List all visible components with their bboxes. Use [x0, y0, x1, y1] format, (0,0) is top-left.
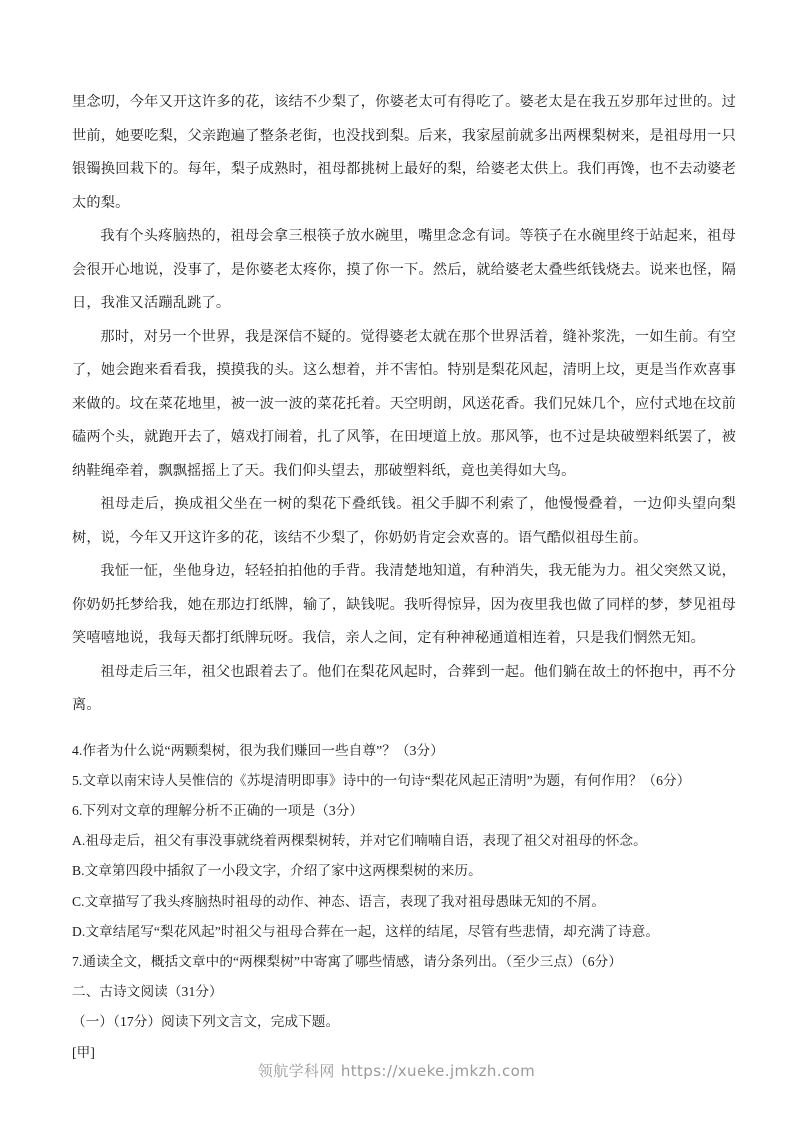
question-6-option-d: D.文章结尾写“梨花风起”时祖父与祖母合葬在一起，这样的结尾，尽管有些悲情，却充满了诗意。 — [72, 923, 660, 939]
section-block — [72, 977, 736, 1068]
question-6-option-a: A.祖母走后，祖父有事没事就绕着两棵梨树转，并对它们喃喃自语，表现了祖父对祖母的怀念。 — [72, 833, 647, 849]
watermark-site-name: 领航学科网 — [257, 1062, 335, 1080]
article-paragraph-2: 我有个头疼脑热的，祖母会拿三根筷子放水碗里，嘴里念念有词。等筷子在水碗里终于站起来，祖母会很开心地说，没事了，是你婆老太疼你，摸了你一下。然后，就给婆老太叠些纸钱烧去。说来也怪，隔日，我准又活蹦乱跳了。 — [72, 228, 736, 311]
article-body — [72, 86, 736, 723]
question-5: 5.文章以南宋诗人吴惟信的《苏堤清明即事》诗中的一句诗“梨花风起正清明”为题，有何作用？（6分） — [72, 772, 691, 788]
question-6-option-c: C.文章描写了我头疼脑热时祖母的动作、神态、语言，表现了我对祖母愚昧无知的不屑。 — [72, 893, 606, 909]
section-passage-label: [甲] — [72, 1044, 95, 1060]
question-6: 6.下列对文章的理解分析不正确的一项是（3分） — [72, 802, 364, 818]
watermark — [0, 1060, 793, 1081]
section-heading: 二、古诗文阅读（31分） — [72, 984, 223, 1000]
article-paragraph-1: 里念叨，今年又开这许多的花，该结不少梨了，你婆老太可有得吃了。婆老太是在我五岁那年过世的。过世前，她要吃梨，父亲跑遍了整条老街，也没找到梨。后来，我家屋前就多出两棵梨树来，是祖母用一只银镯换回栽下的。每年，梨子成熟时，祖母都挑树上最好的梨，给婆老太供上。我们再馋，也不去动婆老太的梨。 — [72, 94, 736, 211]
watermark-url: https://xueke.jmkzh.com — [340, 1062, 536, 1080]
article-paragraph-6: 祖母走后三年，祖父也跟着去了。他们在梨花风起时，合葬到一起。他们躺在故土的怀抱中，再不分离。 — [72, 663, 736, 713]
article-paragraph-3: 那时，对另一个世界，我是深信不疑的。觉得婆老太就在那个世界活着，缝补浆洗，一如生前。有空了，她会跑来看看我，摸摸我的头。这么想着，并不害怕。特别是梨花风起，清明上坟，更是当作欢喜事来做的。坟在菜花地里，被一波一波的菜花托着。天空明朗，风送花香。我们兄妹几个，应付式地在坟前磕两个头，就跑开去了，嬉戏打闹着，扎了风筝，在田埂道上放。那风筝，也不过是块破塑料纸罢了，被纳鞋绳牵着，飘飘摇摇上了天。我们仰头望去，那破塑料纸，竟也美得如大鸟。 — [72, 328, 736, 479]
question-list — [72, 736, 736, 978]
question-4: 4.作者为什么说“两颗梨树，很为我们赚回一些自尊”？（3分） — [72, 742, 444, 758]
page-content — [72, 86, 736, 1068]
section-subheading: （一）（17分）阅读下列文言文，完成下题。 — [72, 1014, 340, 1030]
question-6-option-b: B.文章第四段中插叙了一小段文字，介绍了家中这两棵梨树的来历。 — [72, 863, 482, 879]
article-paragraph-5: 我怔一怔，坐他身边，轻轻拍拍他的手背。我清楚地知道，有种消失，我无能为力。祖父突然又说，你奶奶托梦给我，她在那边打纸牌，输了，缺钱呢。我听得惊异，因为夜里我也做了同样的梦，梦见祖母笑嘻嘻地说，我每天都打纸牌玩呀。我信，亲人之间，定有种神秘通道相连着，只是我们惘然无知。 — [72, 563, 736, 646]
question-7: 7.通读全文，概括文章中的“两棵梨树”中寄寓了哪些情感，请分条列出。（至少三点）（6分） — [72, 953, 623, 969]
article-paragraph-4: 祖母走后，换成祖父坐在一树的梨花下叠纸钱。祖父手脚不利索了，他慢慢叠着，一边仰头望向梨树，说，今年又开这许多的花，该结不少梨了，你奶奶肯定会欢喜的。语气酷似祖母生前。 — [72, 496, 736, 546]
